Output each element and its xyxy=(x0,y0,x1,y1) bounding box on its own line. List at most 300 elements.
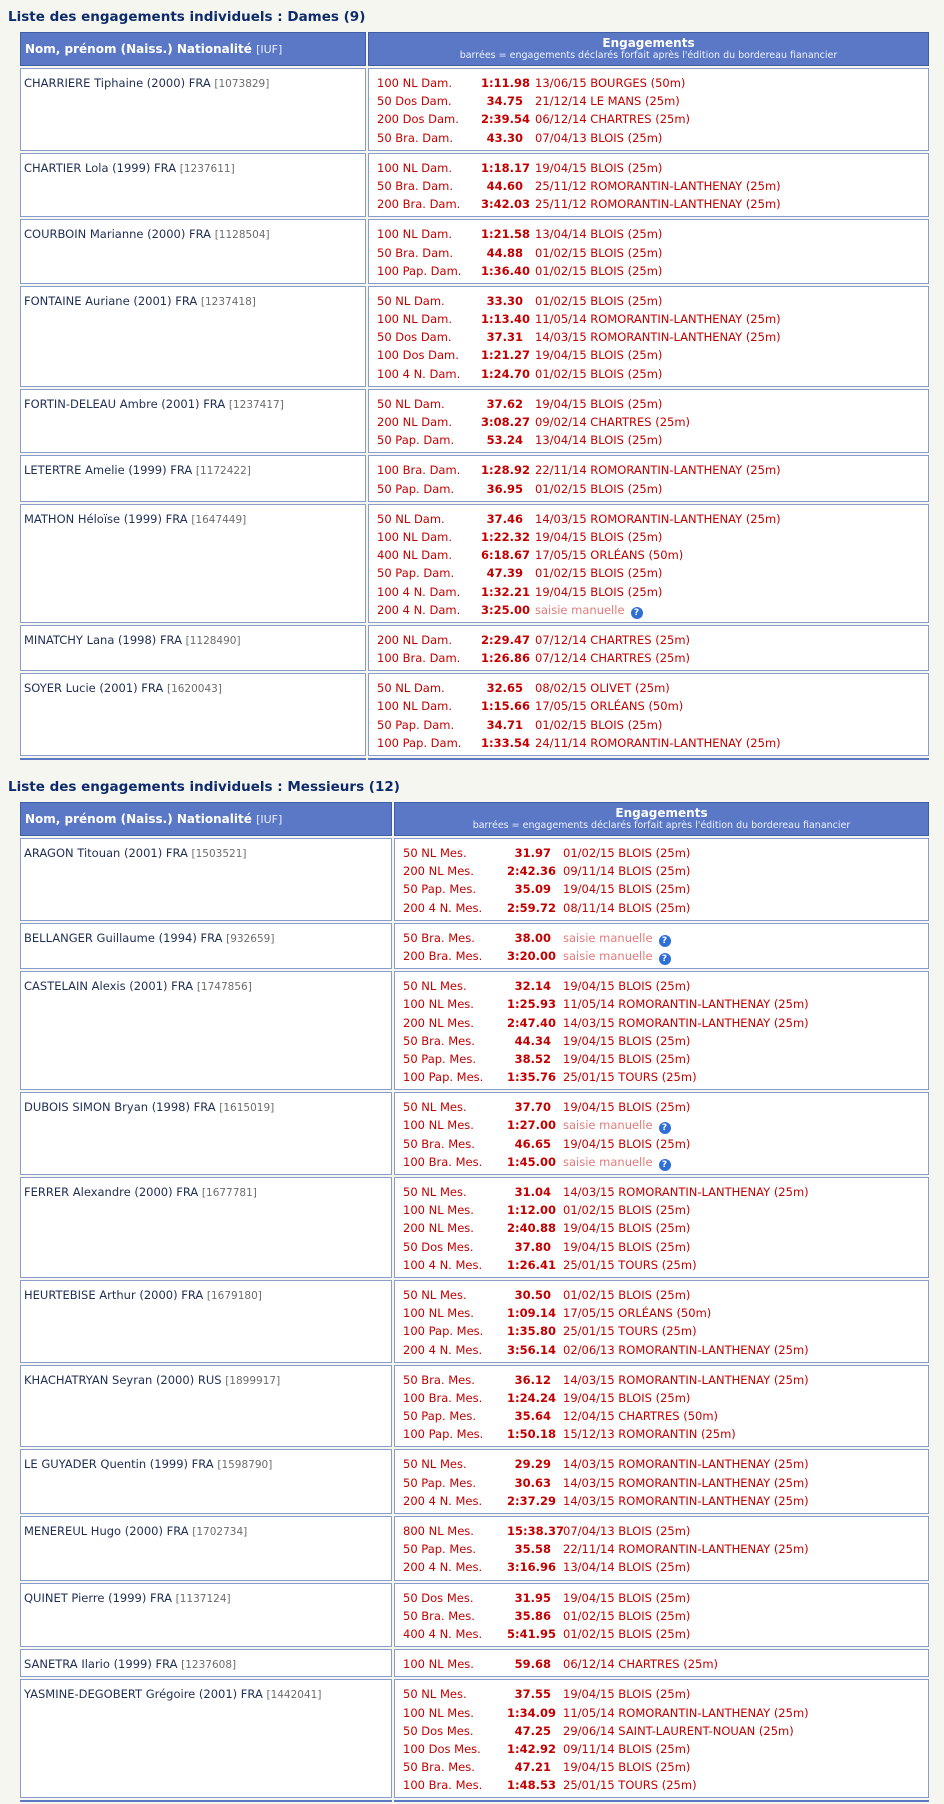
event-name: 50 NL Mes. xyxy=(403,1687,467,1702)
event-meet: 13/06/15 BOURGES (50m) xyxy=(535,76,686,90)
event-time: 29.29 xyxy=(514,1457,551,1472)
event-name: 50 Bra. Dam. xyxy=(377,130,454,145)
event-time: 34.75 xyxy=(486,94,523,109)
swimmer-name: ARAGON Titouan (2001) FRA xyxy=(24,846,188,860)
event-name: 50 Dos Mes. xyxy=(403,1723,474,1738)
swimmer-iuf: [1747856] xyxy=(196,981,252,994)
event-entry xyxy=(377,328,928,346)
event-time: 1:24.24 xyxy=(507,1390,556,1405)
event-entry xyxy=(403,1219,928,1237)
swimmer-rows xyxy=(20,68,929,756)
swimmer-row xyxy=(20,389,929,454)
swimmer-row xyxy=(20,1649,929,1677)
table-footer-bar xyxy=(368,758,929,760)
events-cell xyxy=(368,625,929,671)
event-meet: 01/02/15 BLOIS (25m) xyxy=(535,566,663,581)
events-cell xyxy=(394,1365,929,1448)
table-footer-bar xyxy=(394,1800,929,1802)
swimmer-row xyxy=(20,1177,929,1278)
event-name: 50 Pap. Dam. xyxy=(377,566,455,581)
event-time: 37.31 xyxy=(486,330,523,345)
event-entry xyxy=(403,1183,928,1201)
event-name: 200 Dos Dam. xyxy=(377,112,459,127)
event-meet: 19/04/15 BLOIS (25m) xyxy=(535,396,663,411)
event-name: 50 NL Mes. xyxy=(403,1185,467,1199)
events-cell xyxy=(368,673,929,756)
iuf-column-label: [IUF] xyxy=(256,813,283,826)
event-name: 50 Pap. Mes. xyxy=(403,1409,477,1424)
event-entry xyxy=(403,1425,928,1443)
events-cell xyxy=(394,1280,929,1363)
iuf-column-label: [IUF] xyxy=(256,43,283,56)
event-entry xyxy=(403,1238,928,1256)
events-cell xyxy=(394,1177,929,1278)
event-meet: 14/03/15 ROMORANTIN-LANTHENAY (25m) xyxy=(535,511,781,526)
swimmer-name: COURBOIN Marianne (2000) FRA xyxy=(24,227,212,242)
swimmer-name: DUBOIS SIMON Bryan (1998) FRA xyxy=(24,1100,216,1115)
event-entry xyxy=(403,1558,928,1576)
event-name: 400 4 N. Mes. xyxy=(403,1626,483,1641)
event-entry xyxy=(377,461,928,479)
engagements-table xyxy=(18,30,931,762)
event-meet: 14/03/15 ROMORANTIN-LANTHENAY (25m) xyxy=(563,1493,809,1508)
event-entry xyxy=(403,1304,928,1322)
event-name: 200 4 N. Dam. xyxy=(377,602,461,617)
name-column-label: Nom, prénom (Naiss.) Nationalité xyxy=(25,42,252,56)
event-entry xyxy=(377,195,928,213)
event-entry xyxy=(403,1014,928,1032)
event-entry xyxy=(377,546,928,564)
event-entry xyxy=(377,110,928,128)
event-entry xyxy=(377,649,928,667)
event-entry xyxy=(403,1068,928,1086)
event-entry xyxy=(403,1286,928,1304)
swimmer-name: FORTIN-DELEAU Ambre (2001) FRA xyxy=(24,396,226,411)
event-meet: 17/05/15 ORLÉANS (50m) xyxy=(535,548,684,563)
table-header-row xyxy=(20,32,929,66)
event-time: 34.71 xyxy=(486,717,523,732)
swimmer-name: FONTAINE Auriane (2001) FRA xyxy=(24,293,198,308)
swimmer-row xyxy=(20,1516,929,1581)
swimmer-name: HEURTEBISE Arthur (2000) FRA xyxy=(24,1287,204,1302)
event-time: 1:26.86 xyxy=(481,651,530,666)
swimmer-cell xyxy=(20,504,366,623)
events-cell xyxy=(394,971,929,1090)
event-name: 100 NL Dam. xyxy=(377,227,453,242)
event-entry xyxy=(403,1050,928,1068)
swimmer-row xyxy=(20,971,929,1090)
event-entry xyxy=(377,413,928,431)
event-meet: 01/02/15 BLOIS (25m) xyxy=(535,245,663,260)
event-meet: saisie manuelle xyxy=(563,930,653,945)
event-time: 32.65 xyxy=(486,681,523,696)
event-meet: 17/05/15 ORLÉANS (50m) xyxy=(563,1306,712,1321)
event-time: 5:41.95 xyxy=(507,1626,556,1641)
event-time: 30.63 xyxy=(514,1475,551,1490)
event-time: 59.68 xyxy=(514,1657,551,1672)
event-time: 47.39 xyxy=(486,566,523,581)
swimmer-row xyxy=(20,504,929,623)
help-icon[interactable]: ? xyxy=(659,953,671,965)
event-entry xyxy=(403,1540,928,1558)
swimmer-row xyxy=(20,1365,929,1448)
help-icon[interactable]: ? xyxy=(659,935,671,947)
event-entry xyxy=(403,1758,928,1776)
swimmer-name: QUINET Pierre (1999) FRA xyxy=(24,1590,172,1605)
events-cell xyxy=(394,1092,929,1175)
events-cell xyxy=(368,219,929,284)
event-meet: saisie manuelle xyxy=(535,602,625,617)
events-cell xyxy=(368,153,929,218)
event-meet: 07/12/14 CHARTRES (25m) xyxy=(535,632,691,647)
events-cell xyxy=(394,838,929,921)
event-meet: 24/11/14 ROMORANTIN-LANTHENAY (25m) xyxy=(535,735,781,750)
event-name: 100 Pap. Dam. xyxy=(377,263,462,278)
event-name: 50 Dos Mes. xyxy=(403,1239,474,1254)
event-meet: 14/03/15 ROMORANTIN-LANTHENAY (25m) xyxy=(535,330,781,345)
events-cell xyxy=(394,1649,929,1677)
event-entry xyxy=(403,899,928,917)
event-name: 100 Pap. Mes. xyxy=(403,1324,484,1339)
swimmer-name: YASMINE-DEGOBERT Grégoire (2001) FRA xyxy=(24,1687,263,1702)
event-entry xyxy=(403,929,928,947)
event-name: 800 NL Mes. xyxy=(403,1524,474,1538)
swimmer-name: SANETRA Ilario (1999) FRA xyxy=(24,1657,178,1672)
event-meet: 19/04/15 BLOIS (25m) xyxy=(563,1760,691,1775)
swimmer-name: LE GUYADER Quentin (1999) FRA xyxy=(24,1457,214,1472)
event-entry xyxy=(403,977,928,995)
event-name: 50 NL Mes. xyxy=(403,979,467,994)
swimmer-name: SOYER Lucie (2001) FRA xyxy=(24,681,164,696)
event-meet: 01/02/15 BLOIS (25m) xyxy=(535,481,663,496)
event-meet: 07/12/14 CHARTRES (25m) xyxy=(535,651,691,666)
event-meet: 01/02/15 BLOIS (25m) xyxy=(563,1626,691,1641)
event-name: 200 Bra. Mes. xyxy=(403,948,483,963)
event-meet: 11/05/14 ROMORANTIN-LANTHENAY (25m) xyxy=(535,312,781,327)
events-cell xyxy=(368,68,929,151)
swimmer-iuf: [1647449] xyxy=(191,513,247,526)
event-meet: 11/05/14 ROMORANTIN-LANTHENAY (25m) xyxy=(563,997,809,1012)
table-header-row xyxy=(20,802,929,836)
events-cell xyxy=(394,1679,929,1798)
event-entry xyxy=(377,346,928,364)
swimmer-iuf: [1128490] xyxy=(185,634,241,647)
event-name: 50 Pap. Mes. xyxy=(403,1542,477,1557)
event-name: 200 4 N. Mes. xyxy=(403,1493,483,1508)
event-entry xyxy=(377,395,928,413)
swimmer-cell xyxy=(20,153,366,218)
event-entry xyxy=(377,92,928,110)
event-name: 200 NL Dam. xyxy=(377,632,453,647)
event-meet: 01/02/15 BLOIS (25m) xyxy=(563,1608,691,1623)
events-cell xyxy=(394,923,929,969)
event-entry xyxy=(377,601,928,619)
event-time: 3:16.96 xyxy=(507,1560,556,1575)
help-icon[interactable]: ? xyxy=(659,1159,671,1171)
event-meet: 14/03/15 ROMORANTIN-LANTHENAY (25m) xyxy=(563,1015,809,1030)
swimmer-cell xyxy=(20,1365,392,1448)
event-entry xyxy=(403,1032,928,1050)
event-entry xyxy=(377,310,928,328)
event-entry xyxy=(377,74,928,92)
event-meet: 13/04/14 BLOIS (25m) xyxy=(535,433,663,448)
event-time: 1:45.00 xyxy=(507,1154,556,1169)
event-entry xyxy=(403,1341,928,1359)
event-name: 200 4 N. Mes. xyxy=(403,1560,483,1575)
event-time: 35.64 xyxy=(514,1409,551,1424)
event-entry xyxy=(377,159,928,177)
events-cell xyxy=(368,389,929,454)
event-time: 1:27.00 xyxy=(507,1118,556,1133)
event-meet: 19/04/15 BLOIS (25m) xyxy=(563,1221,691,1236)
event-time: 1:18.17 xyxy=(481,160,530,175)
event-entry xyxy=(377,244,928,262)
swimmer-iuf: [1899917] xyxy=(225,1374,281,1387)
event-entry xyxy=(377,631,928,649)
engagements-header-title: Engagements xyxy=(615,806,708,820)
event-meet: 01/02/15 BLOIS (25m) xyxy=(535,366,663,381)
event-time: 1:26.41 xyxy=(507,1257,556,1272)
event-time: 1:24.70 xyxy=(481,366,530,381)
event-name: 50 Bra. Mes. xyxy=(403,1136,475,1151)
event-meet: 06/12/14 CHARTRES (25m) xyxy=(563,1657,719,1672)
events-cell xyxy=(368,286,929,387)
event-time: 3:42.03 xyxy=(481,197,530,212)
event-entry xyxy=(403,1135,928,1153)
swimmer-row xyxy=(20,625,929,671)
event-meet: 19/04/15 BLOIS (25m) xyxy=(535,529,663,544)
event-entry xyxy=(403,1740,928,1758)
event-time: 1:34.09 xyxy=(507,1705,556,1720)
event-entry xyxy=(403,1522,928,1540)
event-name: 50 Bra. Dam. xyxy=(377,178,454,193)
event-name: 100 NL Mes. xyxy=(403,1306,474,1321)
event-entry xyxy=(377,480,928,498)
event-time: 2:42.36 xyxy=(507,864,556,879)
event-meet: 01/02/15 BLOIS (25m) xyxy=(563,1203,691,1218)
event-entry xyxy=(377,679,928,697)
event-entry xyxy=(377,510,928,528)
event-meet: 19/04/15 BLOIS (25m) xyxy=(535,160,663,175)
event-entry xyxy=(403,1722,928,1740)
event-name: 200 NL Mes. xyxy=(403,864,474,879)
event-entry xyxy=(403,1589,928,1607)
swimmer-iuf: [1679180] xyxy=(206,1289,262,1302)
event-entry xyxy=(377,528,928,546)
event-name: 100 Bra. Dam. xyxy=(377,463,461,478)
event-entry xyxy=(403,1492,928,1510)
swimmer-name: CASTELAIN Alexis (2001) FRA xyxy=(24,979,194,994)
event-meet: 15/12/13 ROMORANTIN (25m) xyxy=(563,1427,736,1442)
event-time: 33.30 xyxy=(486,293,523,308)
events-cell xyxy=(368,504,929,623)
event-meet: 19/04/15 BLOIS (25m) xyxy=(563,1136,691,1151)
event-name: 50 Pap. Dam. xyxy=(377,481,455,496)
event-meet: saisie manuelle xyxy=(563,948,653,963)
event-name: 100 Bra. Mes. xyxy=(403,1154,483,1169)
event-name: 100 4 N. Dam. xyxy=(377,366,461,381)
event-name: 50 Bra. Mes. xyxy=(403,1760,475,1775)
event-name: 50 NL Dam. xyxy=(377,293,445,308)
event-meet: 25/01/15 TOURS (25m) xyxy=(563,1324,697,1339)
event-name: 100 NL Dam. xyxy=(377,529,453,544)
events-cell xyxy=(394,1583,929,1648)
swimmer-cell xyxy=(20,286,366,387)
swimmer-name: CHARRIERE Tiphaine (2000) FRA xyxy=(24,76,211,90)
event-name: 50 NL Mes. xyxy=(403,1457,467,1472)
swimmer-iuf: [1615019] xyxy=(219,1102,275,1115)
event-time: 1:13.40 xyxy=(481,312,530,327)
event-name: 100 Pap. Dam. xyxy=(377,735,462,750)
swimmer-name: MENEREUL Hugo (2000) FRA xyxy=(24,1524,189,1538)
event-entry xyxy=(403,1201,928,1219)
event-time: 1:11.98 xyxy=(481,76,530,90)
event-entry xyxy=(403,1389,928,1407)
swimmer-cell xyxy=(20,1280,392,1363)
event-meet: 07/04/13 BLOIS (25m) xyxy=(535,130,663,145)
event-name: 100 Bra. Dam. xyxy=(377,651,461,666)
event-entry xyxy=(403,947,928,965)
event-entry xyxy=(377,697,928,715)
event-meet: 09/11/14 BLOIS (25m) xyxy=(563,864,691,879)
event-entry xyxy=(403,844,928,862)
event-time: 37.62 xyxy=(486,396,523,411)
event-meet: 11/05/14 ROMORANTIN-LANTHENAY (25m) xyxy=(563,1705,809,1720)
swimmer-iuf: [1137124] xyxy=(175,1592,231,1605)
event-time: 1:22.32 xyxy=(481,529,530,544)
event-name: 100 Dos Mes. xyxy=(403,1741,481,1756)
event-time: 2:59.72 xyxy=(507,900,556,915)
help-icon[interactable]: ? xyxy=(631,607,643,619)
event-entry xyxy=(403,1607,928,1625)
event-meet: 19/04/15 BLOIS (25m) xyxy=(535,584,663,599)
event-time: 37.46 xyxy=(486,511,523,526)
event-meet: 19/04/15 BLOIS (25m) xyxy=(563,1390,691,1405)
swimmer-cell xyxy=(20,1177,392,1278)
swimmer-cell xyxy=(20,68,366,151)
engagements-header-note: barrées = engagements déclarés forfait après l'édition du bordereau fianancier xyxy=(472,820,851,831)
event-time: 47.25 xyxy=(514,1723,551,1738)
event-entry xyxy=(403,1256,928,1274)
event-time: 2:29.47 xyxy=(481,632,530,647)
event-name: 100 NL Mes. xyxy=(403,1657,474,1672)
event-name: 200 NL Mes. xyxy=(403,1221,474,1236)
event-meet: 13/04/14 BLOIS (25m) xyxy=(563,1560,691,1575)
event-time: 38.52 xyxy=(514,1051,551,1066)
swimmer-name: BELLANGER Guillaume (1994) FRA xyxy=(24,930,223,945)
event-name: 50 NL Mes. xyxy=(403,1100,467,1115)
event-entry xyxy=(403,1407,928,1425)
swimmer-iuf: [1237418] xyxy=(200,295,256,308)
event-meet: 29/06/14 SAINT-LAURENT-NOUAN (25m) xyxy=(563,1723,794,1738)
event-meet: 25/01/15 TOURS (25m) xyxy=(563,1257,697,1272)
event-meet: 22/11/14 ROMORANTIN-LANTHENAY (25m) xyxy=(563,1542,809,1557)
event-entry xyxy=(377,564,928,582)
swimmer-row xyxy=(20,1449,929,1514)
help-icon[interactable]: ? xyxy=(659,1122,671,1134)
event-meet: 25/11/12 ROMORANTIN-LANTHENAY (25m) xyxy=(535,197,781,212)
event-meet: 14/03/15 ROMORANTIN-LANTHENAY (25m) xyxy=(563,1185,809,1199)
event-name: 100 NL Mes. xyxy=(403,997,474,1012)
event-time: 1:25.93 xyxy=(507,997,556,1012)
event-name: 100 4 N. Dam. xyxy=(377,584,461,599)
event-entry xyxy=(403,1371,928,1389)
event-meet: 19/04/15 BLOIS (25m) xyxy=(563,1239,691,1254)
event-name: 200 Bra. Dam. xyxy=(377,197,461,212)
event-time: 35.58 xyxy=(514,1542,551,1557)
event-entry xyxy=(377,177,928,195)
swimmer-cell xyxy=(20,1679,392,1798)
event-time: 3:08.27 xyxy=(481,415,530,429)
event-entry xyxy=(377,431,928,449)
event-name: 100 Dos Dam. xyxy=(377,348,459,363)
event-meet: 25/01/15 TOURS (25m) xyxy=(563,1070,697,1085)
swimmer-cell xyxy=(20,455,366,501)
event-meet: 22/11/14 ROMORANTIN-LANTHENAY (25m) xyxy=(535,463,781,478)
event-name: 100 NL Dam. xyxy=(377,699,453,714)
event-entry xyxy=(403,1116,928,1134)
event-entry xyxy=(377,365,928,383)
swimmer-name: KHACHATRYAN Seyran (2000) RUS xyxy=(24,1372,222,1387)
event-entry xyxy=(403,862,928,880)
event-entry xyxy=(403,1685,928,1703)
swimmer-cell xyxy=(20,971,392,1090)
event-name: 50 Pap. Dam. xyxy=(377,717,455,732)
swimmer-iuf: [1128504] xyxy=(214,229,270,242)
event-name: 50 Pap. Mes. xyxy=(403,1051,477,1066)
event-time: 1:48.53 xyxy=(507,1778,556,1793)
event-name: 50 Pap. Mes. xyxy=(403,882,477,897)
swimmer-row xyxy=(20,673,929,756)
event-name: 200 4 N. Mes. xyxy=(403,900,483,915)
swimmer-row xyxy=(20,923,929,969)
event-meet: 19/04/15 BLOIS (25m) xyxy=(563,979,691,994)
swimmer-name: CHARTIER Lola (1999) FRA xyxy=(24,160,177,175)
event-name: 100 NL Mes. xyxy=(403,1705,474,1720)
section-messieurs xyxy=(0,774,944,1804)
event-name: 50 Bra. Mes. xyxy=(403,1608,475,1623)
swimmer-cell xyxy=(20,1516,392,1581)
event-meet: 01/02/15 BLOIS (25m) xyxy=(535,717,663,732)
event-time: 1:21.27 xyxy=(481,348,530,363)
event-name: 50 Pap. Mes. xyxy=(403,1475,477,1490)
event-time: 1:35.80 xyxy=(507,1324,556,1339)
event-name: 50 NL Dam. xyxy=(377,511,445,526)
event-entry xyxy=(377,225,928,243)
event-name: 100 Pap. Mes. xyxy=(403,1070,484,1085)
swimmer-iuf: [1237611] xyxy=(179,162,235,175)
section-title: Liste des engagements individuels : Dames (9) xyxy=(8,9,366,25)
event-time: 15:38.37 xyxy=(507,1524,564,1538)
event-time: 35.86 xyxy=(514,1608,551,1623)
event-name: 50 Dos Dam. xyxy=(377,94,452,109)
event-time: 31.04 xyxy=(514,1185,551,1199)
event-meet: 19/04/15 BLOIS (25m) xyxy=(535,348,663,363)
event-meet: 19/04/15 BLOIS (25m) xyxy=(563,1051,691,1066)
event-time: 1:42.92 xyxy=(507,1741,556,1756)
event-entry xyxy=(403,1625,928,1643)
event-time: 44.34 xyxy=(514,1033,551,1048)
event-name: 50 NL Mes. xyxy=(403,1287,467,1302)
event-meet: 21/12/14 LE MANS (25m) xyxy=(535,94,680,109)
event-time: 30.50 xyxy=(514,1287,551,1302)
swimmer-iuf: [1237608] xyxy=(181,1659,237,1672)
event-name: 50 Dos Dam. xyxy=(377,330,452,345)
event-meet: 14/03/15 ROMORANTIN-LANTHENAY (25m) xyxy=(563,1372,809,1387)
event-meet: 09/02/14 CHARTRES (25m) xyxy=(535,415,691,429)
swimmer-row xyxy=(20,153,929,218)
swimmer-name: MATHON Héloïse (1999) FRA xyxy=(24,511,188,526)
